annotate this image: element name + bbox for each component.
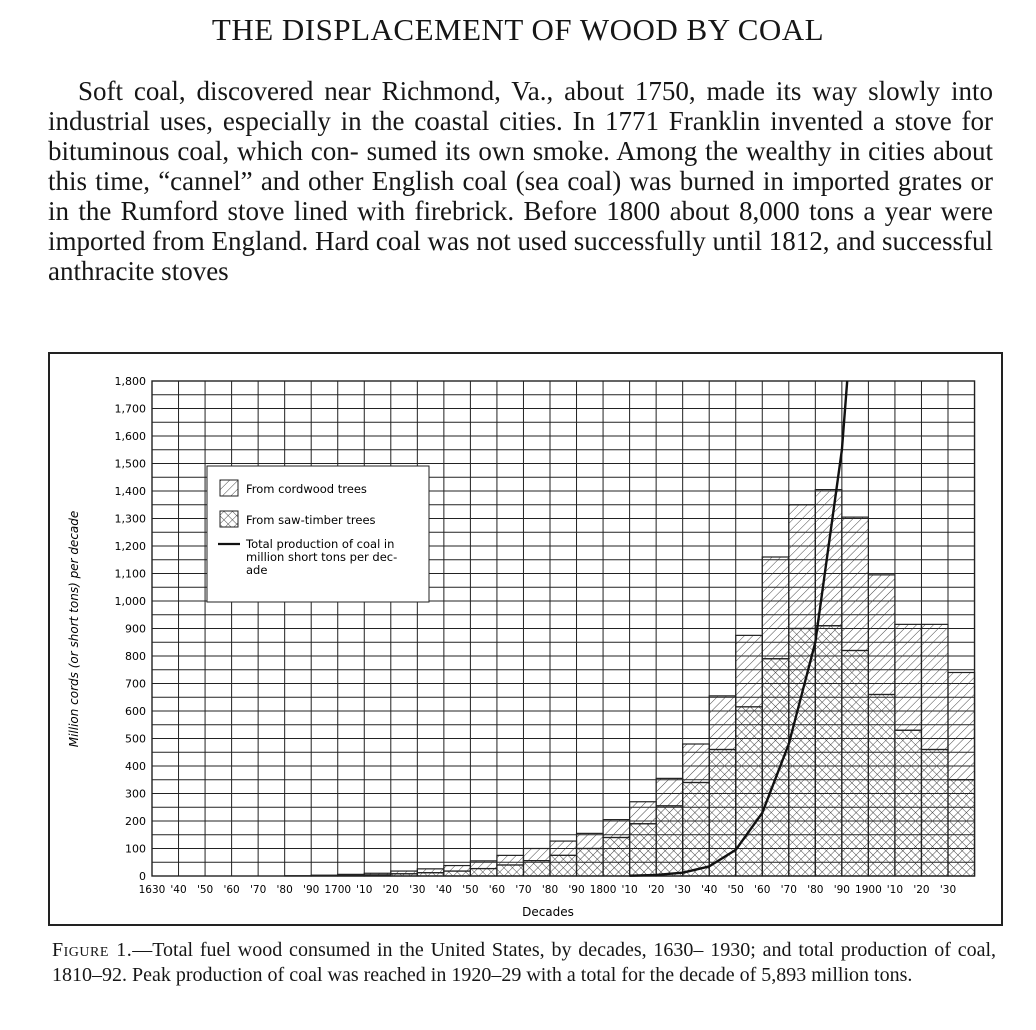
bar-sawtimber bbox=[603, 838, 630, 877]
y-tick-label: 1,100 bbox=[114, 567, 146, 581]
figure-caption bbox=[52, 938, 996, 988]
bar-sawtimber bbox=[868, 695, 895, 877]
y-tick-label: 700 bbox=[125, 677, 146, 691]
x-tick-label: '90 bbox=[833, 884, 850, 896]
bar-sawtimber bbox=[789, 629, 816, 877]
caption-label: Figure 1. bbox=[52, 939, 133, 961]
bar-cordwood bbox=[630, 802, 657, 824]
caption-line1: —Total fuel wood consumed in the United States, by decades, 1630– bbox=[132, 939, 704, 961]
x-tick-label: '50 bbox=[727, 884, 744, 896]
bar-cordwood bbox=[470, 861, 497, 869]
x-tick-label: '30 bbox=[939, 884, 957, 896]
bar-sawtimber bbox=[948, 780, 975, 876]
y-tick-label: 800 bbox=[125, 650, 146, 663]
legend-label-coal-line2: million short tons per dec- bbox=[246, 550, 398, 564]
bar-sawtimber bbox=[523, 861, 550, 876]
bar-cordwood bbox=[921, 624, 948, 749]
bar-sawtimber bbox=[762, 659, 789, 876]
x-tick-label: '20 bbox=[382, 884, 399, 896]
x-tick-label: '90 bbox=[568, 884, 585, 896]
legend-label-cordwood: From cordwood trees bbox=[246, 482, 367, 496]
bar-cordwood bbox=[417, 869, 444, 873]
paragraph-line: way slowly into industrial uses, especially in the coastal cities. bbox=[48, 76, 994, 136]
bar-sawtimber bbox=[815, 626, 842, 876]
bar-cordwood bbox=[948, 673, 975, 780]
y-tick-label: 1,000 bbox=[114, 595, 146, 608]
legend-swatch-sawtimber bbox=[220, 511, 238, 527]
x-axis-title: Decades bbox=[522, 905, 574, 919]
body-paragraph bbox=[48, 76, 993, 286]
paragraph-line: about 8,000 tons a year were imported from England. Hard coal bbox=[48, 196, 993, 256]
figure-frame bbox=[48, 352, 1003, 926]
x-tick-label: '40 bbox=[170, 884, 187, 896]
y-tick-label: 0 bbox=[139, 870, 146, 883]
x-tick-label: 1900 bbox=[855, 884, 882, 896]
bar-cordwood bbox=[789, 505, 816, 629]
y-tick-label: 500 bbox=[125, 732, 146, 746]
y-tick-label: 900 bbox=[125, 622, 146, 636]
legend-swatch-cordwood bbox=[220, 480, 238, 496]
bar-cordwood bbox=[762, 557, 789, 659]
y-tick-label: 400 bbox=[125, 760, 146, 773]
bar-sawtimber bbox=[842, 651, 869, 877]
x-tick-label: '90 bbox=[303, 884, 320, 896]
x-tick-label: 1700 bbox=[324, 884, 352, 896]
x-tick-label: '30 bbox=[674, 884, 691, 896]
bar-cordwood bbox=[391, 871, 418, 874]
caption-line2: 1930; and total production of coal, 1810–92. Peak production of coal was bbox=[52, 939, 996, 986]
bar-sawtimber bbox=[630, 824, 657, 876]
paragraph-line: In 1771 Franklin invented a stove for bituminous coal, which con- bbox=[48, 106, 993, 166]
caption-line3: reached in 1920–29 with a total for the decade of 5,893 million tons. bbox=[363, 964, 913, 986]
x-tick-label: '50 bbox=[196, 884, 214, 896]
x-tick-label: '10 bbox=[886, 884, 904, 896]
x-tick-label: '70 bbox=[250, 884, 267, 896]
legend-label-coal-line3: ade bbox=[246, 563, 268, 577]
y-tick-label: 1,400 bbox=[114, 485, 146, 498]
bar-cordwood bbox=[364, 873, 391, 875]
x-tick-label: '10 bbox=[621, 884, 638, 896]
bar-sawtimber bbox=[736, 707, 763, 876]
bar-sawtimber bbox=[497, 865, 524, 876]
bar-cordwood bbox=[868, 575, 895, 695]
y-tick-label: 100 bbox=[125, 842, 146, 856]
bar-cordwood bbox=[497, 855, 524, 865]
x-tick-label: '80 bbox=[276, 884, 293, 896]
bar-cordwood bbox=[444, 866, 471, 872]
bar-cordwood bbox=[683, 744, 710, 783]
y-tick-label: 1,600 bbox=[114, 430, 146, 443]
x-tick-label: '30 bbox=[409, 884, 426, 896]
x-tick-label: '70 bbox=[515, 884, 532, 896]
y-tick-label: 1,300 bbox=[114, 512, 146, 526]
bar-cordwood bbox=[603, 820, 630, 838]
x-tick-label: '60 bbox=[754, 884, 771, 896]
x-tick-label: 1800 bbox=[589, 884, 617, 896]
bar-sawtimber bbox=[444, 871, 471, 876]
x-tick-label: '40 bbox=[435, 884, 452, 896]
y-tick-label: 600 bbox=[125, 705, 146, 718]
x-tick-label: '20 bbox=[913, 884, 930, 896]
paragraph-line: grates or in the Rumford stove lined with firebrick. Before 1800 bbox=[48, 166, 993, 226]
bar-cordwood bbox=[656, 778, 683, 806]
bar-sawtimber bbox=[921, 750, 948, 877]
bar-sawtimber bbox=[895, 730, 922, 876]
legend-label-coal-line1: Total production of coal in bbox=[246, 537, 395, 551]
fuel-chart bbox=[50, 354, 1001, 924]
x-tick-label: '70 bbox=[780, 884, 797, 896]
bar-cordwood bbox=[338, 874, 365, 875]
x-tick-label: '80 bbox=[541, 884, 559, 896]
paragraph-line: Soft coal, discovered near Richmond, Va., about 1750, made its bbox=[78, 76, 802, 106]
y-tick-label: 1,700 bbox=[114, 402, 146, 416]
y-tick-label: 300 bbox=[125, 787, 146, 801]
x-tick-label: '80 bbox=[807, 884, 824, 896]
bar-sawtimber bbox=[683, 783, 710, 877]
x-tick-label: '20 bbox=[648, 884, 665, 896]
bar-sawtimber bbox=[470, 869, 497, 876]
bar-cordwood bbox=[523, 849, 550, 861]
x-tick-label: '50 bbox=[462, 884, 479, 896]
bar-cordwood bbox=[895, 624, 922, 730]
x-tick-label: 1630 bbox=[138, 884, 166, 896]
paragraph-line: was not used successfully until 1812, and successful anthracite stoves bbox=[48, 226, 994, 286]
bar-sawtimber bbox=[550, 855, 577, 876]
page-title: THE DISPLACEMENT OF WOOD BY COAL bbox=[211, 12, 825, 47]
x-tick-label: '40 bbox=[701, 884, 718, 896]
y-tick-label: 200 bbox=[125, 815, 146, 828]
paragraph-line: sumed its own smoke. Among the wealthy in cities about this time, bbox=[48, 136, 993, 196]
bar-cordwood bbox=[736, 635, 763, 707]
x-tick-label: '60 bbox=[488, 884, 506, 896]
x-tick-label: '10 bbox=[356, 884, 373, 896]
bar-cordwood bbox=[709, 696, 736, 750]
x-tick-label: '60 bbox=[223, 884, 240, 896]
y-tick-label: 1,200 bbox=[114, 540, 146, 553]
legend bbox=[207, 466, 429, 602]
y-tick-label: 1,800 bbox=[114, 375, 146, 388]
bar-cordwood bbox=[550, 841, 577, 855]
legend-label-sawtimber: From saw-timber trees bbox=[246, 513, 376, 527]
paragraph-line: “cannel” and other English coal (sea coal) was burned in imported bbox=[158, 166, 890, 196]
y-tick-label: 1,500 bbox=[114, 457, 146, 471]
bar-cordwood bbox=[577, 833, 604, 848]
bar-sawtimber bbox=[577, 849, 604, 877]
bar-sawtimber bbox=[656, 806, 683, 876]
y-axis-title: Million cords (or short tons) per decade bbox=[67, 510, 81, 748]
bar-cordwood bbox=[842, 517, 869, 650]
